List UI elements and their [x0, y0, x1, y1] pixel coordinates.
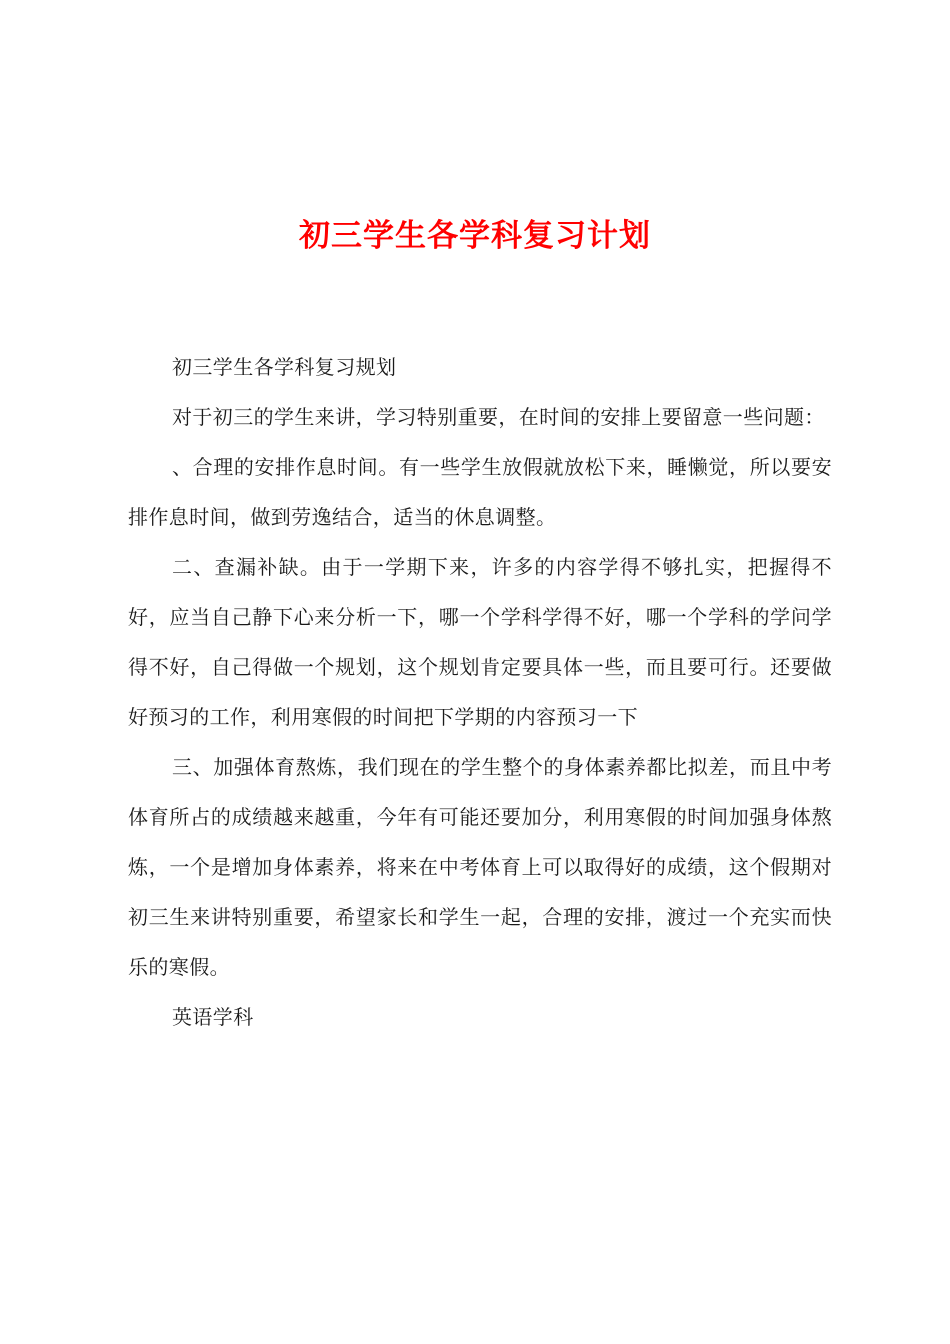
- paragraph-point-1: 、合理的安排作息时间。有一些学生放假就放松下来，睡懒觉，所以要安排作息时间，做到劳逸结合，适当的休息调整。: [128, 455, 832, 529]
- paragraph-subtitle: 初三学生各学科复习规划: [172, 355, 397, 379]
- section-heading-english: 英语学科: [172, 1005, 254, 1029]
- paragraph-point-2: 二、查漏补缺。由于一学期下来，许多的内容学得不够扎实，把握得不好，应当自己静下心来分析一下，哪一个学科学得不好，哪一个学科的学问学得不好，自己得做一个规划，这个规划肯定要具体一些，而且要可行。还要做好预习的工作，利用寒假的时间把下学期的内容预习一下: [128, 555, 832, 729]
- document-title: 初三学生各学科复习计划: [299, 218, 651, 254]
- paragraph-intro: 对于初三的学生来讲，学习特别重要，在时间的安排上要留意一些问题：: [172, 405, 825, 429]
- document-body: [128, 342, 832, 1042]
- paragraph-point-3: 三、加强体育熬炼，我们现在的学生整个的身体素养都比拟差，而且中考体育所占的成绩越来越重，今年有可能还要加分，利用寒假的时间加强身体熬炼，一个是增加身体素养，将来在中考体育上可以取得好的成绩，这个假期对初三生来讲特别重要，希望家长和学生一起，合理的安排，渡过一个充实而快乐的寒假。: [128, 755, 832, 979]
